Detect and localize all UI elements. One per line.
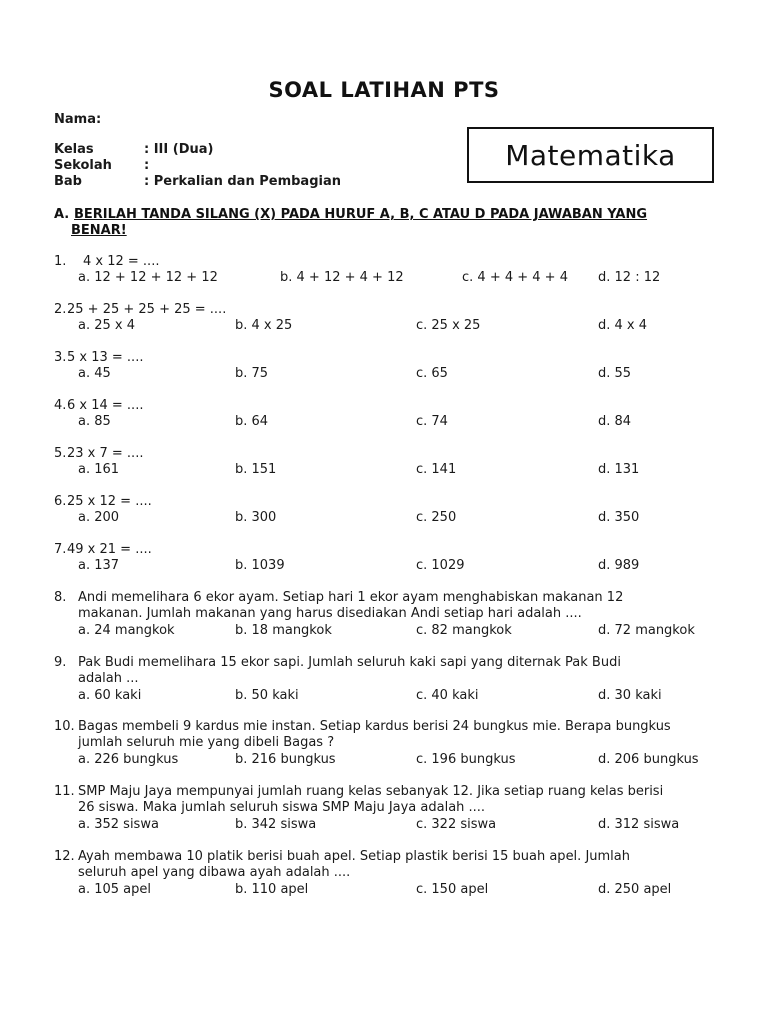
option-d[interactable]: d. 4 x 4 [598,318,648,333]
option-a[interactable]: a. 25 x 4 [78,318,136,333]
instruction-line-2: BENAR! [71,223,127,238]
option-b[interactable]: b. 4 + 12 + 4 + 12 [280,270,404,285]
question-stem-line-1: Bagas membeli 9 kardus mie instan. Setiap kardus berisi 24 bungkus mie. Berapa bungkus [78,719,671,734]
option-d[interactable]: d. 84 [598,414,632,429]
option-c[interactable]: c. 196 bungkus [416,752,516,767]
options-row [54,817,724,834]
option-a[interactable]: a. 226 bungkus [78,752,179,767]
question-stem: 4 x 12 = .... [83,254,160,269]
page-title: SOAL LATIHAN PTS [268,78,500,102]
option-d[interactable]: d. 206 bungkus [598,752,699,767]
option-a[interactable]: a. 24 mangkok [78,623,175,638]
option-a[interactable]: a. 161 [78,462,120,477]
options-row [54,882,724,899]
question-stem: 23 x 7 = .... [67,446,144,461]
option-d[interactable]: d. 989 [598,558,640,573]
question-number: 10. [54,719,75,734]
option-c[interactable]: c. 40 kaki [416,688,479,703]
question-stem-line-1: Pak Budi memelihara 15 ekor sapi. Jumlah seluruh kaki sapi yang diternak Pak Budi [78,655,621,670]
option-c[interactable]: c. 1029 [416,558,465,573]
field-bab [54,174,341,189]
field-value: : [144,158,150,173]
option-b[interactable]: b. 216 bungkus [235,752,336,767]
options-row [54,270,724,287]
option-b[interactable]: b. 151 [235,462,277,477]
instruction-line-1: BERILAH TANDA SILANG (X) PADA HURUF A, B, C ATAU D PADA JAWABAN YANG [74,207,648,222]
subject-box: Matematika [467,127,714,183]
field-sekolah [54,158,149,173]
option-c[interactable]: c. 25 x 25 [416,318,481,333]
options-row [54,318,724,335]
option-d[interactable]: d. 30 kaki [598,688,662,703]
question-stem-line-1: Andi memelihara 6 ekor ayam. Setiap hari 1 ekor ayam menghabiskan makanan 12 [78,590,624,605]
field-value: : III (Dua) [144,142,214,157]
option-c[interactable]: c. 4 + 4 + 4 + 4 [462,270,568,285]
question-stem: 25 x 12 = .... [67,494,152,509]
question-stem-line-1: Ayah membawa 10 platik berisi buah apel. Setiap plastik berisi 15 buah apel. Jumlah [78,849,630,864]
question-stem-line-1: SMP Maju Jaya mempunyai jumlah ruang kelas sebanyak 12. Jika setiap ruang kelas berisi [78,784,664,799]
option-c[interactable]: c. 141 [416,462,457,477]
option-b[interactable]: b. 342 siswa [235,817,317,832]
question-stem: 6 x 14 = .... [67,398,144,413]
question-stem: 25 + 25 + 25 + 25 = .... [67,302,227,317]
option-c[interactable]: c. 150 apel [416,882,489,897]
option-b[interactable]: b. 50 kaki [235,688,299,703]
question-number: 12. [54,849,75,864]
option-a[interactable]: a. 85 [78,414,111,429]
question-stem-line-2: seluruh apel yang dibawa ayah adalah .... [78,865,351,880]
question-number: 1. [54,254,67,269]
option-a[interactable]: a. 60 kaki [78,688,142,703]
option-a[interactable]: a. 352 siswa [78,817,159,832]
option-c[interactable]: c. 250 [416,510,457,525]
option-a[interactable]: a. 105 apel [78,882,152,897]
options-row [54,414,724,431]
question-number: 3. [54,350,67,365]
option-b[interactable]: b. 300 [235,510,277,525]
option-a[interactable]: a. 200 [78,510,120,525]
option-d[interactable]: d. 55 [598,366,632,381]
question-number: 9. [54,655,67,670]
question-stem-line-2: 26 siswa. Maka jumlah seluruh siswa SMP Maju Jaya adalah .... [78,800,486,815]
option-c[interactable]: c. 65 [416,366,448,381]
question-number: 7. [54,542,67,557]
option-d[interactable]: d. 312 siswa [598,817,680,832]
question-stem-line-2: makanan. Jumlah makanan yang harus disediakan Andi setiap hari adalah .... [78,606,582,621]
question-stem-line-2: adalah ... [78,671,139,686]
option-c[interactable]: c. 322 siswa [416,817,497,832]
option-d[interactable]: d. 12 : 12 [598,270,661,285]
option-a[interactable]: a. 137 [78,558,120,573]
field-label: Kelas [54,142,94,157]
option-b[interactable]: b. 110 apel [235,882,309,897]
option-a[interactable]: a. 45 [78,366,111,381]
option-b[interactable]: b. 18 mangkok [235,623,332,638]
field-kelas [54,142,213,157]
field-label: Bab [54,174,82,189]
option-b[interactable]: b. 1039 [235,558,285,573]
question-number: 11. [54,784,75,799]
field-label: Sekolah [54,158,112,173]
question-number: 5. [54,446,67,461]
field-value: : Perkalian dan Pembagian [144,174,341,189]
option-d[interactable]: d. 131 [598,462,640,477]
option-c[interactable]: c. 74 [416,414,448,429]
question-stem: 5 x 13 = .... [67,350,144,365]
options-row [54,558,724,575]
question-number: 2. [54,302,67,317]
option-c[interactable]: c. 82 mangkok [416,623,512,638]
options-row [54,623,724,640]
option-d[interactable]: d. 250 apel [598,882,672,897]
question-stem: 49 x 21 = .... [67,542,152,557]
question-number: 4. [54,398,67,413]
options-row [54,688,724,705]
question-stem-line-2: jumlah seluruh mie yang dibeli Bagas ? [78,735,335,750]
option-a[interactable]: a. 12 + 12 + 12 + 12 [78,270,218,285]
nama-label: Nama: [54,112,102,127]
question-number: 6. [54,494,67,509]
option-b[interactable]: b. 64 [235,414,269,429]
options-row [54,510,724,527]
options-row [54,752,724,769]
options-row [54,366,724,383]
option-d[interactable]: d. 72 mangkok [598,623,695,638]
options-row [54,462,724,479]
option-d[interactable]: d. 350 [598,510,640,525]
option-b[interactable]: b. 75 [235,366,269,381]
question-number: 8. [54,590,67,605]
option-b[interactable]: b. 4 x 25 [235,318,293,333]
section-letter: A. [54,207,70,222]
